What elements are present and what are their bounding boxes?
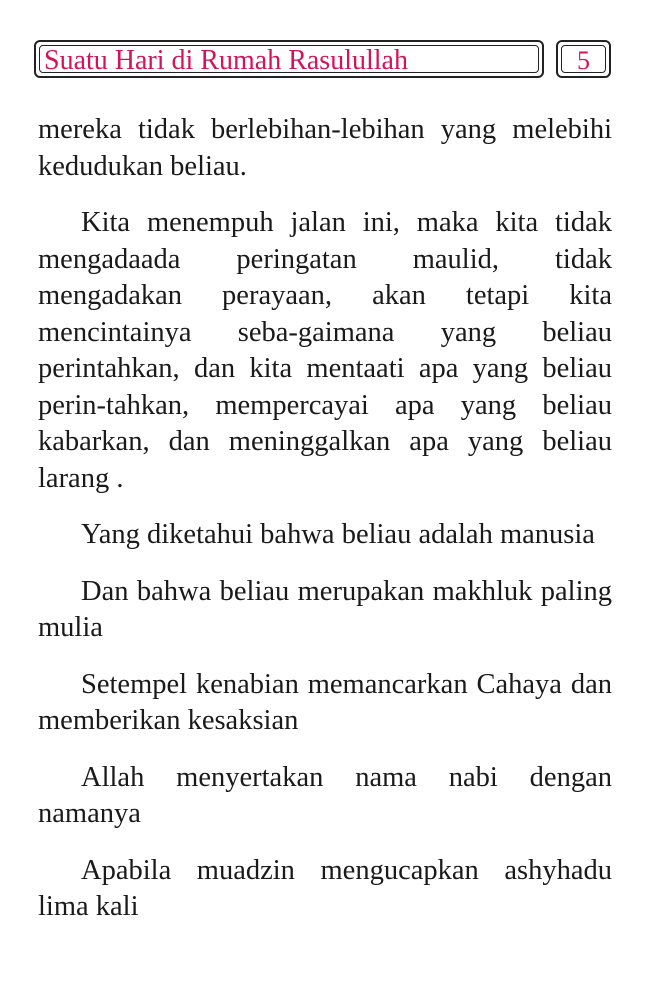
running-header: [34, 40, 611, 84]
page-body: [38, 112, 612, 926]
paragraph: Apabila muadzin mengucapkan ashyhadu lima kali: [38, 854, 612, 922]
paragraph-continuation: mereka tidak berlebihan-lebihan yang melebihi kedudukan beliau.: [38, 114, 612, 182]
paragraph: Dan bahwa beliau merupakan makhluk paling mulia: [38, 575, 612, 643]
paragraph: Allah menyertakan nama nabi dengan namanya: [38, 761, 612, 829]
paragraph: Kita menempuh jalan ini, maka kita tidak mengadaada peringatan maulid, tidak mengadakan perayaan, akan tetapi kita mencintainya seba-gaimana yang beliau perintahkan, dan kita mentaati apa yang beliau perin-tahkan, mempercayai apa yang beliau kabarkan, dan meninggalkan apa yang beliau larang .: [38, 207, 612, 494]
book-title: Suatu Hari di Rumah Rasulullah: [44, 45, 408, 76]
page-number-frame: [556, 40, 611, 78]
paragraph: Setempel kenabian memancarkan Cahaya dan memberikan kesaksian: [38, 668, 612, 736]
page-number: 5: [577, 46, 590, 75]
paragraph: Yang diketahui bahwa beliau adalah manusia: [81, 519, 595, 550]
header-title-frame: [34, 40, 544, 78]
